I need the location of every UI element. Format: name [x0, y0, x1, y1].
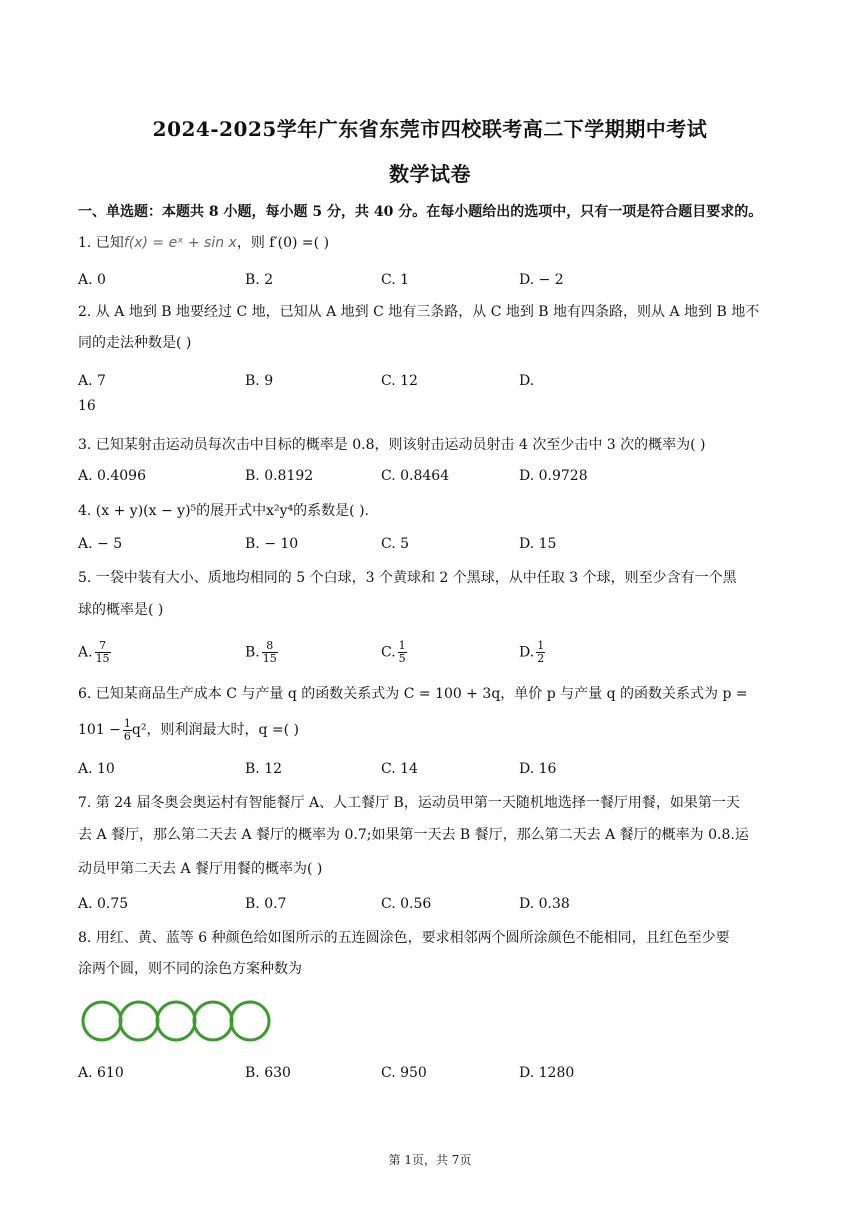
q5-option-a: [78, 640, 111, 665]
q2-options: [78, 371, 798, 391]
q5-option-b-num: 8: [262, 640, 278, 653]
q1-option-b: B. 2: [245, 272, 274, 288]
question-5-line-1: 5. 一袋中装有大小、质地均相同的 5 个白球，3 个黄球和 2 个黑球，从中任取 3 个球，则至少含有一个黑: [78, 570, 737, 586]
page-footer: 第 1页，共 7页: [388, 1153, 472, 1167]
question-6-line-1: 6. 已知某商品生产成本 C 与产量 q 的函数关系式为 C = 100 + 3q，单价 p 与产量 q 的函数关系式为 p =: [78, 686, 748, 702]
question-7-line-3: 动员甲第二天去 A 餐厅用餐的概率为( ): [78, 861, 323, 877]
question-2-line-2: 同的走法种数是( ): [78, 335, 192, 351]
question-7-line-2: 去 A 餐厅，那么第二天去 A 餐厅的概率为 0.7;如果第一天去 B 餐厅，那么第二天去 A 餐厅的概率为 0.8.运: [78, 827, 749, 843]
q5-option-b: [245, 640, 278, 665]
q1-option-d: D. − 2: [519, 272, 564, 288]
q4-option-c: C. 5: [381, 536, 410, 552]
figure-circle-4: [194, 1002, 232, 1040]
question-8-line-1: 8. 用红、黄、蓝等 6 种颜色给如图所示的五连圆涂色，要求相邻两个圆所涂颜色不能相同，且红色至少要: [78, 930, 730, 946]
q5-option-a-num: 7: [95, 640, 111, 653]
q7-options: [78, 894, 798, 914]
q2-option-d: D.: [519, 373, 535, 389]
q8-option-b: B. 630: [245, 1065, 291, 1081]
q1-options: [78, 270, 798, 290]
figure-circle-5: [231, 1002, 269, 1040]
section-heading: 一、单选题：本题共 8 小题，每小题 5 分，共 40 分。在每小题给出的选项中，只有一项是符合题目要求的。: [78, 204, 763, 220]
q2-option-a: A. 7: [78, 373, 106, 389]
q8-option-c: C. 950: [381, 1065, 427, 1081]
q2-option-d-wrap: 16: [78, 398, 96, 414]
q5-option-a-fraction: [95, 640, 111, 665]
q5-options: [78, 640, 798, 670]
q7-option-a: A. 0.75: [78, 896, 129, 912]
q7-option-b: B. 0.7: [245, 896, 287, 912]
q3-option-c: C. 0.8464: [381, 468, 450, 484]
question-3: 3. 已知某射击运动员每次击中目标的概率是 0.8，则该射击运动员射击 4 次至少击中 3 次的概率为( ): [78, 437, 706, 453]
q5-option-c-num: 1: [398, 639, 406, 652]
q5-option-d-label: D.: [519, 644, 535, 661]
q4-option-b: B. − 10: [245, 536, 299, 552]
q5-option-d-num: 1: [537, 639, 545, 652]
exam-title: 2024-2025学年广东省东莞市四校联考高二下学期期中考试: [152, 117, 708, 141]
q5-option-d-den: 2: [537, 652, 545, 665]
q1-option-c: C. 1: [381, 272, 410, 288]
q1-suffix: ，则 f′(0) =( ): [236, 235, 330, 251]
q5-option-a-label: A.: [78, 644, 93, 661]
q3-option-b: B. 0.8192: [245, 468, 314, 484]
q6-option-b: B. 12: [245, 761, 283, 777]
q5-option-c: [381, 640, 407, 665]
q4-option-d: D. 15: [519, 536, 557, 552]
q6-option-a: A. 10: [78, 761, 115, 777]
q5-option-b-fraction: [262, 640, 278, 665]
q6-line2-pre: 101 −: [78, 722, 121, 738]
q5-option-d: [519, 640, 545, 665]
q8-options: [78, 1063, 798, 1083]
q6-fraction: [123, 718, 132, 743]
q5-option-b-label: B.: [245, 644, 260, 661]
exam-subtitle: 数学试卷: [389, 162, 471, 186]
question-5-line-2: 球的概率是( ): [78, 602, 164, 618]
q1-formula: f(x) = eˣ + sin x: [123, 235, 237, 251]
q3-option-d: D. 0.9728: [519, 468, 588, 484]
q2-option-b: B. 9: [245, 373, 274, 389]
question-6-line-2: [78, 717, 798, 743]
q5-option-b-den: 15: [262, 652, 277, 665]
q6-line2-post: q²，则利润最大时，q =( ): [131, 722, 299, 738]
q1-prefix: 1. 已知: [78, 235, 124, 251]
question-1: [78, 233, 798, 253]
q5-option-c-den: 5: [398, 652, 406, 665]
question-2-line-1: 2. 从 A 地到 B 地要经过 C 地，已知从 A 地到 C 地有三条路，从 C 地到 B 地有四条路，则从 A 地到 B 地不: [78, 304, 760, 320]
q5-option-c-fraction: [398, 640, 407, 665]
question-8-line-2: 涂两个圆，则不同的涂色方案种数为: [78, 961, 302, 977]
q8-option-d: D. 1280: [519, 1065, 575, 1081]
q6-options: [78, 759, 798, 779]
q2-option-c: C. 12: [381, 373, 418, 389]
figure-circle-2: [120, 1002, 158, 1040]
q6-frac-den: 6: [123, 729, 131, 743]
q7-option-d: D. 0.38: [519, 896, 570, 912]
q6-frac-num: 1: [123, 716, 131, 730]
q3-option-a: A. 0.4096: [78, 468, 146, 484]
q3-options: [78, 466, 798, 486]
q6-option-d: D. 16: [519, 761, 557, 777]
five-linked-circles-figure: [80, 998, 274, 1044]
question-7-line-1: 7. 第 24 届冬奥会奥运村有智能餐厅 A、人工餐厅 B，运动员甲第一天随机地选择一餐厅用餐，如果第一天: [78, 795, 740, 811]
figure-circle-3: [157, 1002, 195, 1040]
q8-option-a: A. 610: [78, 1065, 124, 1081]
q4-options: [78, 534, 798, 554]
figure-circle-1: [83, 1002, 121, 1040]
q5-option-d-fraction: [536, 640, 545, 665]
q5-option-a-den: 15: [95, 652, 110, 665]
q4-option-a: A. − 5: [78, 536, 123, 552]
question-4: 4. (x + y)(x − y)⁵的展开式中x²y⁴的系数是( ).: [78, 503, 369, 519]
q6-option-c: C. 14: [381, 761, 418, 777]
q7-option-c: C. 0.56: [381, 896, 432, 912]
q1-option-a: A. 0: [78, 272, 106, 288]
q5-option-c-label: C.: [381, 644, 396, 661]
